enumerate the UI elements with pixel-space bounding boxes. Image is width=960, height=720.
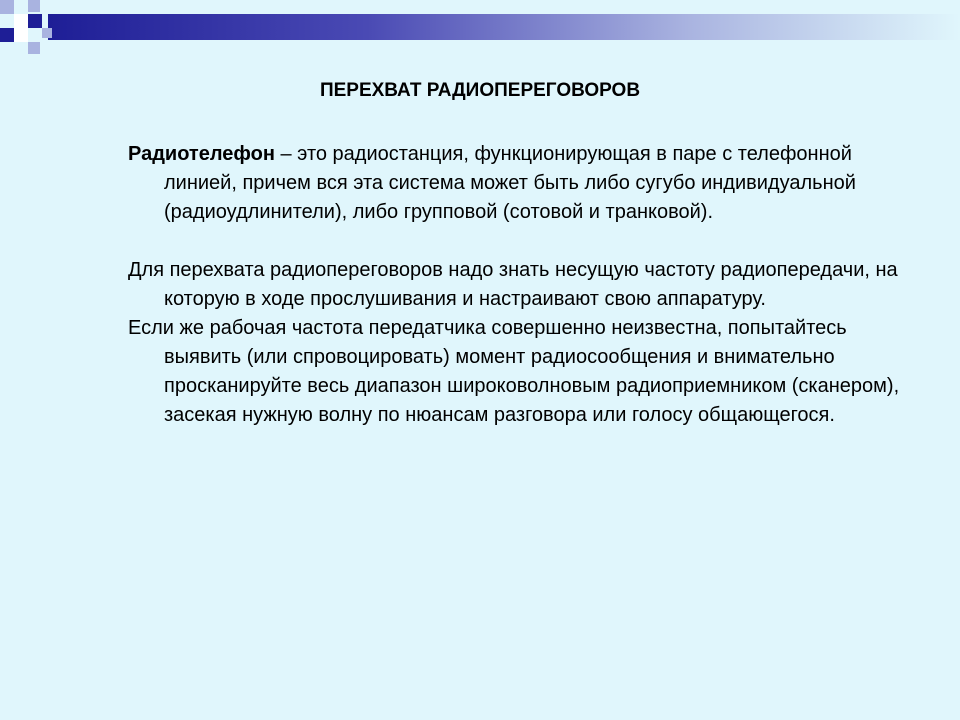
deco-square xyxy=(14,14,28,28)
deco-square xyxy=(42,28,52,38)
deco-square xyxy=(0,28,14,42)
definition-text: – это радиостанция, функционирующая в паре с телефонной линией, причем вся эта система может быть либо сугубо индивидуальной (радиоудлинители), либо групповой (сотовой и транковой). xyxy=(164,143,856,223)
paragraph-definition xyxy=(128,140,908,227)
paragraph-scanning: Если же рабочая частота передатчика совершенно неизвестна, попытайтесь выявить (или спровоцировать) момент радиосообщения и внимательно просканируйте весь диапазон широковолновым радиоприемником (сканером), засекая нужную волну по нюансам разговора или голосу общающегося. xyxy=(128,317,900,426)
slide-title: ПЕРЕХВАТ РАДИОПЕРЕГОВОРОВ xyxy=(319,80,641,101)
gradient-title-bar xyxy=(48,14,960,40)
deco-square xyxy=(28,14,42,28)
deco-square xyxy=(28,42,40,54)
paragraph-gap xyxy=(128,227,908,256)
paragraph-frequency: Для перехвата радиопереговоров надо знать несущую частоту радиопередачи, на которую в ходе прослушивания и настраивают свою аппаратуру. xyxy=(128,259,898,310)
deco-square xyxy=(14,28,28,42)
deco-square xyxy=(28,0,40,12)
slide-body xyxy=(128,140,908,430)
term-radiotelephone: Радиотелефон xyxy=(128,143,275,165)
deco-square xyxy=(0,0,14,14)
